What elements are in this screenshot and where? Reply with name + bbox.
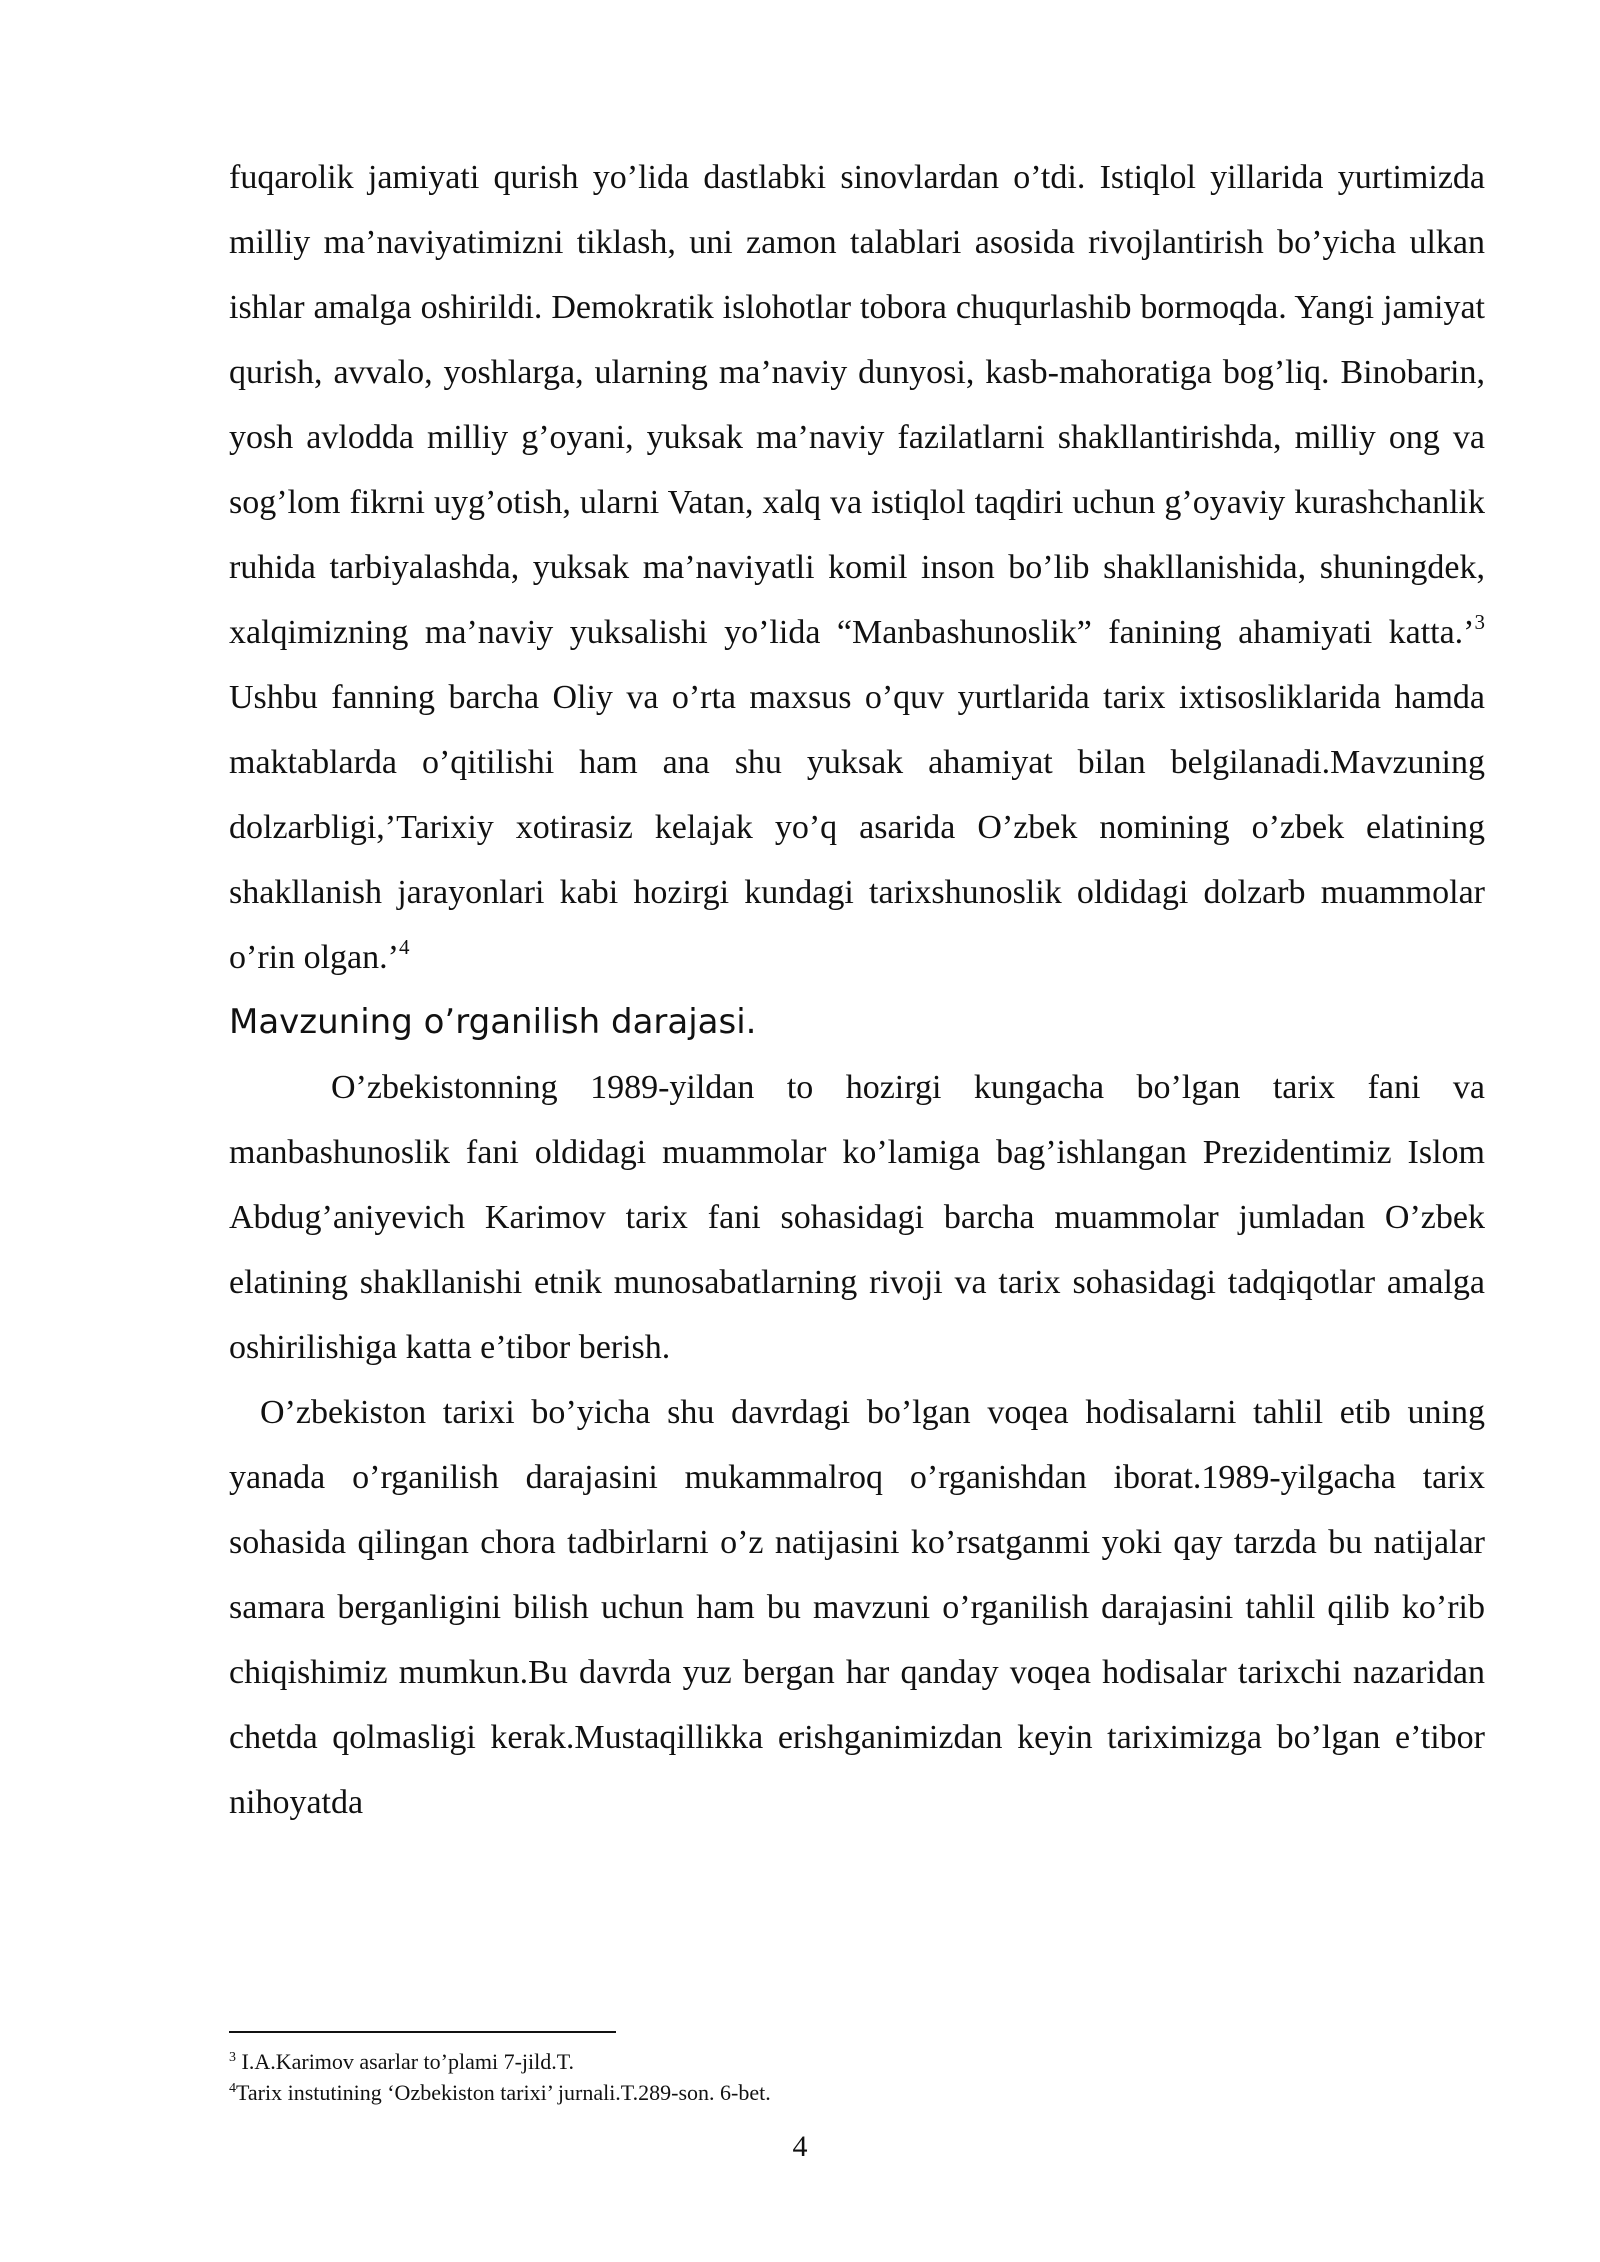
footnote-3 (229, 2046, 1485, 2077)
footnote-3-number: 3 (229, 2050, 236, 2065)
page-number: 4 (792, 2130, 808, 2163)
paragraph-1-text-b: Ushbu fanning barcha Oliy va o’rta maxsus o’quv yurtlarida tarix ixtisosliklarida hamda maktablarda o’qitilishi ham ana shu yuksak ahamiyat bilan belgilanadi.Mavzuning dolzarbligi,’Tarixiy xotirasiz kelajak yo’q asarida O’zbek nomining o’zbek elatining shakllanish jarayonlari kabi hozirgi kundagi tarixshunoslik oldidagi dolzarb muammolar o’rin olgan.’ (229, 679, 1485, 976)
body-text (229, 145, 1485, 1835)
paragraph-3: O’zbekiston tarixi bo’yicha shu davrdagi bo’lgan voqea hodisalarni tahlil etib uning yanada o’rganilish darajasini mukammalroq o’rganishdan iborat.1989-yilgacha tarix sohasida qilingan chora tadbirlarni o’z natijasini ko’rsatganmi yoki qay tarzda bu natijalar samara berganligini bilish uchun ham bu mavzuni o’rganilish darajasini tahlil qilib ko’rib chiqishimiz mumkun.Bu davrda yuz bergan har qanday voqea hodisalar tarixchi nazaridan chetda qolmasligi kerak.Mustaqillikka erishganimizdan keyin tariximizga bo’lgan e’tibor nihoyatda (229, 1394, 1485, 1821)
footnote-4-text: Tarix instutining ‘Ozbekiston tarixi’ jurnali.T.289-son. 6-bet. (236, 2080, 771, 2105)
footnote-3-text: I.A.Karimov asarlar to’plami 7-jild.T. (236, 2049, 575, 2074)
footnote-reference-3: 3 (1474, 610, 1485, 634)
footnote-reference-4: 4 (398, 935, 410, 959)
paragraph-1 (229, 145, 1485, 990)
footnote-4-number: 4 (229, 2081, 236, 2096)
section-heading: Mavzuning o’rganilish darajasi. (229, 1002, 757, 1042)
footnotes (229, 2046, 1485, 2108)
paragraph-2: O’zbekistonning 1989-yildan to hozirgi kungacha bo’lgan tarix fani va manbashunoslik fani oldidagi muammolar ko’lamiga bag’ishlangan Prezidentimiz Islom Abdug’aniyevich Karimov tarix fani sohasidagi barcha muammolar jumladan O’zbek elatining shakllanishi etnik munosabatlarning rivoji va tarix sohasidagi tadqiqotlar amalga oshirilishiga katta e’tibor berish. (229, 1069, 1485, 1366)
footnote-4 (229, 2077, 1485, 2108)
footnote-separator (229, 2031, 616, 2033)
paragraph-1-text-a: fuqarolik jamiyati qurish yo’lida dastlabki sinovlardan o’tdi. Istiqlol yillarida yurtimizda milliy ma’naviyatimizni tiklash, uni zamon talablari asosida rivojlantirish bo’yicha ulkan ishlar amalga oshirildi. Demokratik islohotlar tobora chuqurlashib bormoqda. Yangi jamiyat qurish, avvalo, yoshlarga, ularning ma’naviy dunyosi, kasb-mahoratiga bog’liq. Binobarin, yosh avlodda milliy g’oyani, yuksak ma’naviy fazilatlarni shakllantirishda, milliy ong va sog’lom fikrni uyg’otish, ularni Vatan, xalq va istiqlol taqdiri uchun g’oyaviy kurashchanlik ruhida tarbiyalashda, yuksak ma’naviyatli komil inson bo’lib shakllanishida, shuningdek, xalqimizning ma’naviy yuksalishi yo’lida “Manbashunoslik” fanining ahamiyati katta.’ (229, 159, 1485, 651)
